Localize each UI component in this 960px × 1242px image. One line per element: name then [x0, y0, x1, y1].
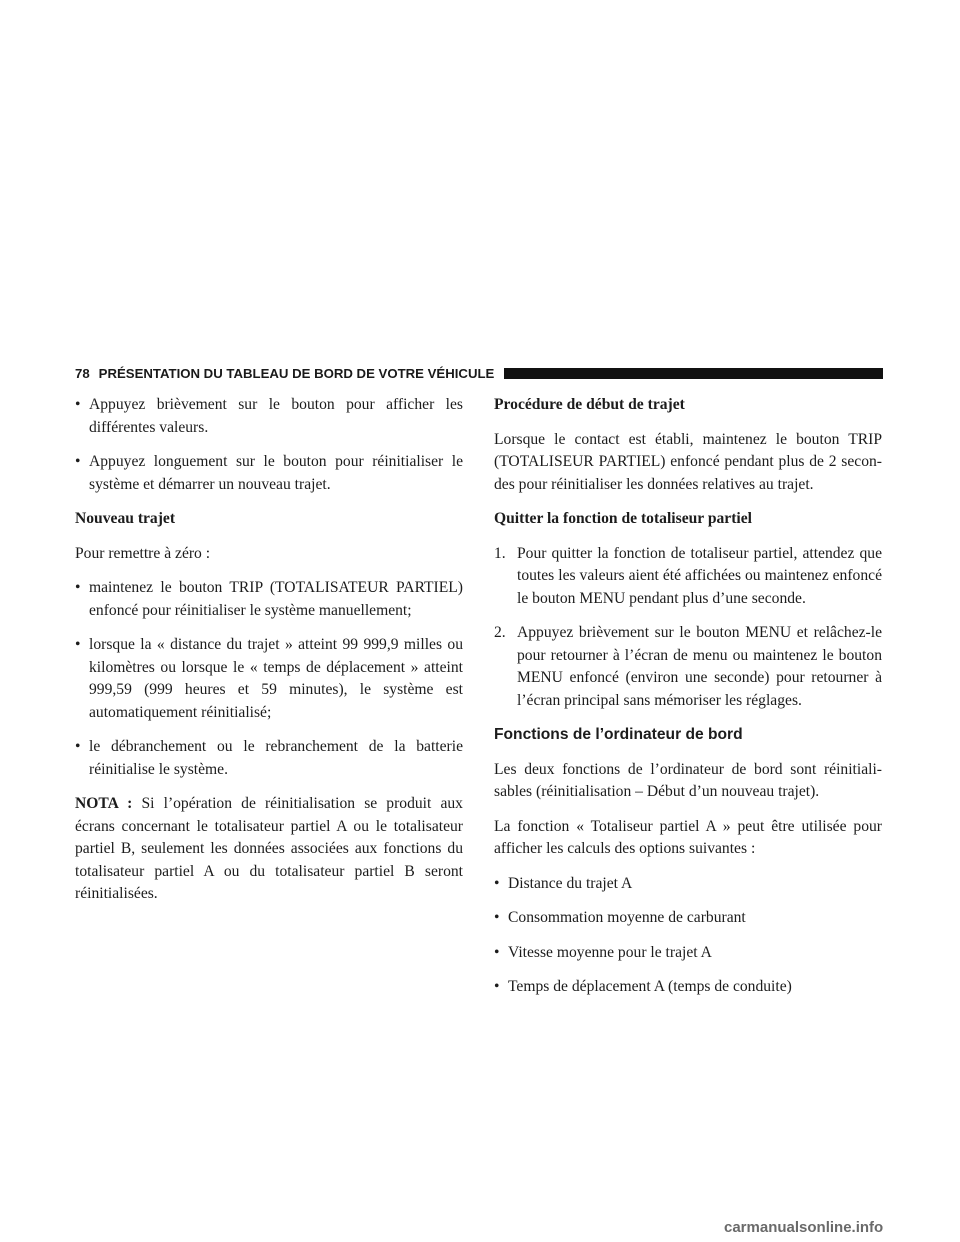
- header-title: PRÉSENTATION DU TABLEAU DE BORD DE VOTRE VÉHICULE: [98, 365, 495, 381]
- list-item-text: maintenez le bouton TRIP (TOTALISATEUR PARTIEL) enfoncé pour réinitialiser le système manuellement;: [89, 579, 463, 619]
- list-item: [75, 451, 463, 496]
- numbered-item: [494, 543, 882, 611]
- item-number: 2.: [494, 624, 506, 641]
- list-item: [75, 577, 463, 622]
- numbered-item: [494, 622, 882, 712]
- list-item: [494, 907, 882, 930]
- bullet-icon: •: [75, 453, 81, 470]
- right-column: [494, 394, 882, 1011]
- paragraph-totaliseur: La fonction « Totaliseur partiel A » peut être utilisée pour afficher les calculs des options suivantes :: [494, 817, 882, 857]
- note-label: NOTA :: [75, 795, 133, 812]
- list-item: [75, 736, 463, 781]
- paragraph-procedure: Lorsque le contact est établi, maintenez le bouton TRIP (TOTALISEUR PARTIEL) enfoncé pendant plus de 2 secon-des pour réinitialiser les données relatives au trajet.: [494, 430, 882, 493]
- note-text: Si l’opération de réinitialisation se produit aux écrans concernant le totalisateur partiel A ou le totalisateur partiel B, seulement les données associées aux fonctions du totalisateur partiel A ou du totalisateur partiel B seront réinitialisées.: [75, 795, 463, 902]
- list-item: [494, 976, 882, 999]
- list-item-text: Temps de déplacement A (temps de conduite): [508, 978, 792, 995]
- bullet-icon: •: [75, 636, 81, 653]
- numbered-item-text: Pour quitter la fonction de totaliseur partiel, attendez que toutes les valeurs aient été affichées ou maintenez enfoncé le bouton MENU pendant plus d’une seconde.: [517, 544, 882, 607]
- left-column: [75, 394, 463, 918]
- bullet-icon: •: [75, 396, 81, 413]
- list-item: [494, 873, 882, 896]
- paragraph-fonctions: Les deux fonctions de l’ordinateur de bord sont réinitiali-sables (réinitialisation – Début d’un nouveau trajet).: [494, 760, 882, 800]
- page-header: [75, 362, 883, 384]
- bullet-icon: •: [75, 738, 81, 755]
- subheading-nouveau-trajet: Nouveau trajet: [75, 510, 176, 527]
- subheading-procedure: Procédure de début de trajet: [494, 396, 685, 413]
- list-item-text: Consommation moyenne de carburant: [508, 909, 746, 926]
- list-item-text: Appuyez brièvement sur le bouton pour afficher les différentes valeurs.: [89, 396, 463, 436]
- bullet-icon: •: [494, 909, 500, 926]
- bullet-icon: •: [494, 978, 500, 995]
- list-item-text: Distance du trajet A: [508, 874, 633, 892]
- list-item-text: le débranchement ou le rebranchement de la batterie réinitialise le système.: [89, 738, 463, 778]
- list-item: [75, 394, 463, 439]
- list-item: [75, 634, 463, 724]
- item-number: 1.: [494, 544, 506, 562]
- list-item: [494, 942, 882, 965]
- bullet-icon: •: [494, 874, 500, 892]
- section-heading: Fonctions de l’ordinateur de bord: [494, 726, 743, 743]
- bullet-icon: •: [75, 579, 81, 596]
- numbered-item-text: Appuyez brièvement sur le bouton MENU et relâchez-le pour retourner à l’écran de menu ou maintenez le bouton MENU enfoncé (environ une seconde) pour retourner à l’écran principal sans mémoriser les réglages.: [517, 624, 882, 709]
- intro-reset: Pour remettre à zéro :: [75, 544, 211, 562]
- list-item-text: lorsque la « distance du trajet » atteint 99 999,9 milles ou kilomètres ou lorsque le « temps de déplacement » atteint 999,59 (999 heures et 59 minutes), le système est automatiquement réinitialisé;: [89, 636, 463, 721]
- subheading-quitter: Quitter la fonction de totaliseur partiel: [494, 510, 752, 527]
- watermark: carmanualsonline.info: [724, 1219, 884, 1236]
- header-rule: [504, 368, 883, 379]
- note-paragraph: [75, 793, 463, 906]
- page-number: 78: [75, 365, 90, 381]
- bullet-icon: •: [494, 943, 500, 961]
- list-item-text: Vitesse moyenne pour le trajet A: [508, 943, 712, 961]
- list-item-text: Appuyez longuement sur le bouton pour réinitialiser le système et démarrer un nouveau trajet.: [89, 453, 463, 493]
